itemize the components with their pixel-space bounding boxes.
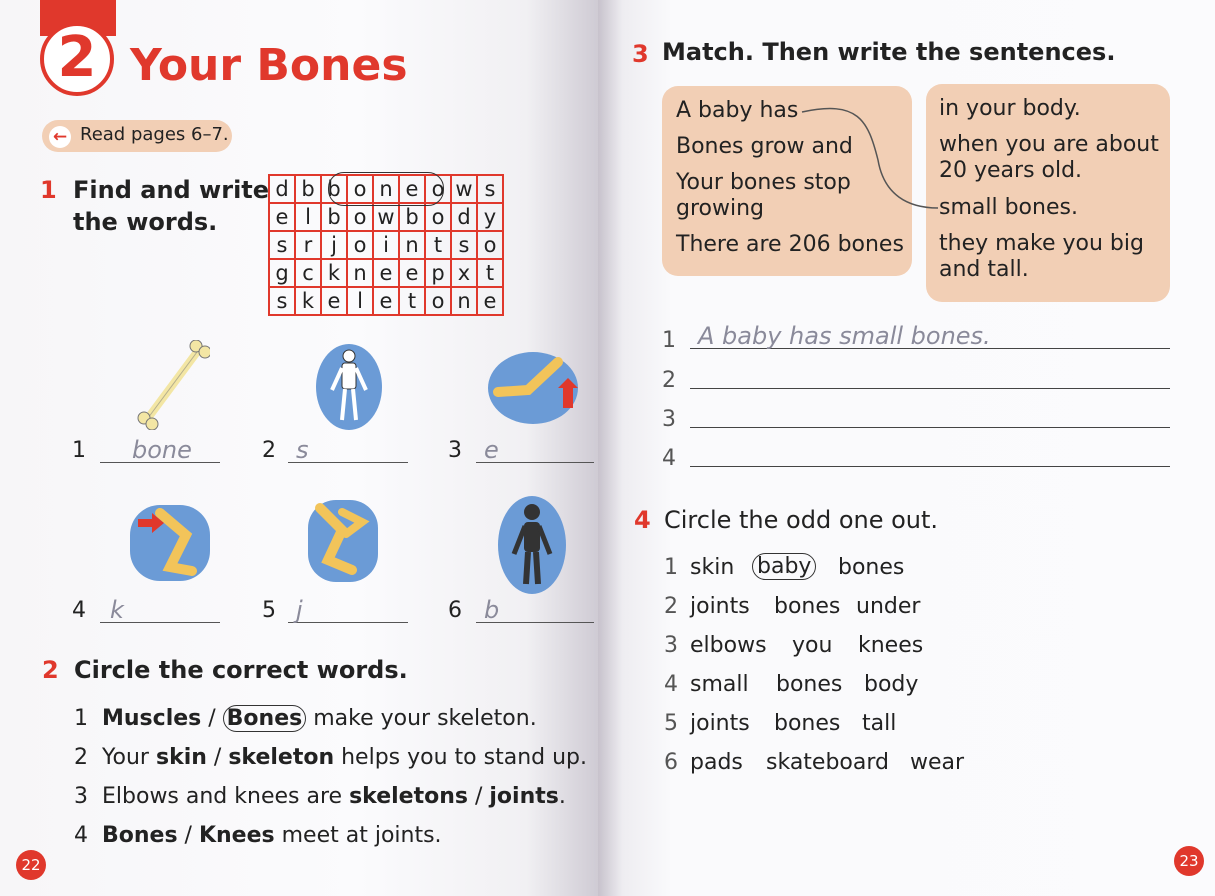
grid-cell[interactable]: o xyxy=(477,231,503,259)
ex4-number: 4 xyxy=(634,506,651,534)
grid-cell[interactable]: n xyxy=(451,287,477,315)
grid-cell[interactable]: s xyxy=(269,231,295,259)
match-left-3[interactable]: Your bones stop growing xyxy=(676,170,851,221)
ex3-line-1-number: 1 xyxy=(662,328,676,353)
ex1-answer-4: k xyxy=(110,596,124,624)
ex1-answer-line-6[interactable] xyxy=(476,596,594,623)
ex4-row-3-word-3[interactable]: knees xyxy=(858,633,924,658)
ex3-write-line-4[interactable] xyxy=(690,440,1170,467)
arrow-left-icon: ← xyxy=(49,126,71,148)
ex4-row-2-word-3[interactable]: under xyxy=(856,594,921,619)
grid-cell[interactable]: b xyxy=(295,175,321,203)
match-left-2[interactable]: Bones grow and xyxy=(676,134,853,159)
ex4-heading: Circle the odd one out. xyxy=(664,506,939,534)
grid-cell[interactable]: e xyxy=(321,287,347,315)
grid-cell[interactable]: d xyxy=(451,203,477,231)
ex1-answer-1: bone xyxy=(132,436,192,464)
ex3-number: 3 xyxy=(632,40,649,68)
grid-cell[interactable]: x xyxy=(451,259,477,287)
grid-cell[interactable]: i xyxy=(373,231,399,259)
right-page xyxy=(598,0,1215,896)
ex2-line-1: 1 Muscles / Bones make your skeleton. xyxy=(74,706,537,731)
grid-cell[interactable]: s xyxy=(269,287,295,315)
page-title: Your Bones xyxy=(130,40,408,91)
ex4-row-1-word-3[interactable]: bones xyxy=(838,555,905,580)
ex2-line-3: 3 Elbows and knees are skeletons / joints. xyxy=(74,784,566,809)
ex1-answer-line-4[interactable] xyxy=(100,596,220,623)
ex4-row-4-word-1[interactable]: small xyxy=(690,672,749,697)
page-number-right: 23 xyxy=(1174,846,1204,876)
match-left-4[interactable]: There are 206 bones xyxy=(676,232,904,257)
ex4-row-6-word-1[interactable]: pads xyxy=(690,750,743,775)
ex1-answer-line-1[interactable] xyxy=(100,436,220,463)
grid-row xyxy=(269,259,503,287)
bone-image xyxy=(130,340,210,430)
grid-cell[interactable]: e xyxy=(399,259,425,287)
ex2-line-2: 2 Your skin / skeleton helps you to stand up. xyxy=(74,745,587,770)
match-line xyxy=(798,100,948,220)
ex2-3-option-a[interactable]: skeletons xyxy=(349,784,468,809)
ex1-answer-line-2[interactable] xyxy=(288,436,408,463)
ex2-heading: Circle the correct words. xyxy=(74,656,408,684)
grid-cell[interactable]: l xyxy=(295,203,321,231)
grid-row xyxy=(269,203,503,231)
grid-cell[interactable]: g xyxy=(269,259,295,287)
ex2-2-option-a[interactable]: skin xyxy=(155,745,207,770)
grid-cell[interactable]: e xyxy=(477,287,503,315)
ex1-answer-5: j xyxy=(296,596,303,624)
match-left-1[interactable]: A baby has xyxy=(676,98,799,123)
read-pages-label: Read pages 6–7. xyxy=(80,124,229,145)
grid-cell[interactable]: b xyxy=(321,203,347,231)
ex4-row-6-number: 6 xyxy=(664,750,678,775)
ex3-write-line-3[interactable] xyxy=(690,401,1170,428)
match-right-3[interactable]: small bones. xyxy=(939,195,1078,220)
ex1-heading-line1: Find and write xyxy=(73,176,270,204)
grid-cell[interactable]: n xyxy=(347,259,373,287)
grid-cell[interactable]: e xyxy=(269,203,295,231)
ex1-answer-6: b xyxy=(484,596,500,624)
ex1-item-1-number: 1 xyxy=(72,438,86,463)
skeleton-image xyxy=(316,344,382,430)
match-right-4[interactable]: they make you big and tall. xyxy=(939,231,1144,282)
ex4-row-3-word-1[interactable]: elbows xyxy=(690,633,767,658)
ex1-item-2-number: 2 xyxy=(262,438,276,463)
body-image xyxy=(498,496,566,594)
grid-cell[interactable]: b xyxy=(399,203,425,231)
ex3-write-line-2[interactable] xyxy=(690,362,1170,389)
grid-cell[interactable]: w xyxy=(451,175,477,203)
grid-cell[interactable]: e xyxy=(399,175,425,203)
unit-number: 2 xyxy=(40,22,114,96)
ex4-row-3-number: 3 xyxy=(664,633,678,658)
grid-cell[interactable]: k xyxy=(321,259,347,287)
ex4-row-2-word-2[interactable]: bones xyxy=(774,594,841,619)
grid-cell[interactable]: s xyxy=(451,231,477,259)
ex1-answer-line-3[interactable] xyxy=(476,436,594,463)
ex4-row-4-word-3[interactable]: body xyxy=(864,672,919,697)
ex2-1-option-a[interactable]: Muscles xyxy=(102,706,202,731)
ex4-row-4-number: 4 xyxy=(664,672,678,697)
ex1-item-4-number: 4 xyxy=(72,598,86,623)
ex2-4-option-a[interactable]: Bones xyxy=(102,823,178,848)
ex4-row-1-word-1[interactable]: skin xyxy=(690,555,735,580)
ex4-row-2-number: 2 xyxy=(664,594,678,619)
ex2-2-option-b[interactable]: skeleton xyxy=(228,745,335,770)
page-number-left: 22 xyxy=(16,850,46,880)
ex4-row-2-word-1[interactable]: joints xyxy=(690,594,750,619)
ex4-row-4-word-2[interactable]: bones xyxy=(776,672,843,697)
circled-word-bone xyxy=(328,172,444,206)
ex4-row-5-word-2[interactable]: bones xyxy=(774,711,841,736)
grid-row xyxy=(269,287,503,315)
match-right-2[interactable]: when you are about 20 years old. xyxy=(939,132,1159,183)
ex1-answer-line-5[interactable] xyxy=(288,596,408,623)
ex1-item-6-number: 6 xyxy=(448,598,462,623)
grid-cell[interactable]: e xyxy=(373,259,399,287)
grid-cell[interactable]: y xyxy=(477,203,503,231)
ex1-item-3-number: 3 xyxy=(448,438,462,463)
ex2-1-option-b[interactable]: Bones xyxy=(223,705,307,732)
grid-cell[interactable]: l xyxy=(347,287,373,315)
ex4-row-6-word-2[interactable]: skateboard xyxy=(766,750,889,775)
grid-cell[interactable]: e xyxy=(373,287,399,315)
ex4-row-5-word-3[interactable]: tall xyxy=(862,711,897,736)
grid-cell[interactable]: c xyxy=(295,259,321,287)
grid-cell[interactable]: b xyxy=(321,175,347,203)
ex3-write-line-1[interactable] xyxy=(690,322,1170,349)
grid-cell[interactable]: n xyxy=(399,231,425,259)
ex2-4-option-b[interactable]: Knees xyxy=(198,823,275,848)
ex1-heading-line2: the words. xyxy=(73,208,218,236)
ex3-answer-1: A baby has small bones. xyxy=(698,322,991,350)
ex4-row-1-word-2[interactable]: baby xyxy=(752,553,816,580)
grid-cell[interactable]: t xyxy=(425,231,451,259)
ex1-answer-2: s xyxy=(296,436,309,464)
grid-cell[interactable]: k xyxy=(295,287,321,315)
ex4-row-6-word-3[interactable]: wear xyxy=(910,750,965,775)
left-page xyxy=(0,0,598,896)
match-right-1[interactable]: in your body. xyxy=(939,96,1081,121)
ex4-row-5-word-1[interactable]: joints xyxy=(690,711,750,736)
grid-row xyxy=(269,231,503,259)
grid-cell[interactable]: r xyxy=(295,231,321,259)
joints-image xyxy=(308,500,378,582)
ex3-line-3-number: 3 xyxy=(662,407,676,432)
grid-cell[interactable]: t xyxy=(477,259,503,287)
grid-cell[interactable]: o xyxy=(425,175,451,203)
ex2-3-option-b[interactable]: joints xyxy=(489,784,559,809)
grid-cell[interactable]: t xyxy=(399,287,425,315)
ex2-number: 2 xyxy=(42,656,59,684)
elbow-image xyxy=(488,352,578,424)
ex1-item-5-number: 5 xyxy=(262,598,276,623)
grid-cell[interactable]: p xyxy=(425,259,451,287)
ex3-line-4-number: 4 xyxy=(662,446,676,471)
grid-cell[interactable]: s xyxy=(477,175,503,203)
ex3-line-2-number: 2 xyxy=(662,368,676,393)
ex1-answer-3: e xyxy=(484,436,499,464)
grid-cell[interactable]: d xyxy=(269,175,295,203)
grid-cell[interactable]: o xyxy=(425,203,451,231)
ex1-number: 1 xyxy=(40,176,57,204)
knee-image xyxy=(130,505,210,581)
ex4-row-1-number: 1 xyxy=(664,555,678,580)
grid-cell[interactable]: j xyxy=(321,231,347,259)
grid-cell[interactable]: o xyxy=(347,231,373,259)
ex4-row-5-number: 5 xyxy=(664,711,678,736)
grid-cell[interactable]: w xyxy=(373,203,399,231)
ex4-row-3-word-2[interactable]: you xyxy=(792,633,833,658)
grid-cell[interactable]: o xyxy=(425,287,451,315)
grid-cell[interactable]: o xyxy=(347,203,373,231)
grid-cell[interactable]: n xyxy=(373,175,399,203)
grid-cell[interactable]: o xyxy=(347,175,373,203)
ex3-heading: Match. Then write the sentences. xyxy=(662,38,1116,66)
ex2-line-4: 4 Bones / Knees meet at joints. xyxy=(74,823,442,848)
